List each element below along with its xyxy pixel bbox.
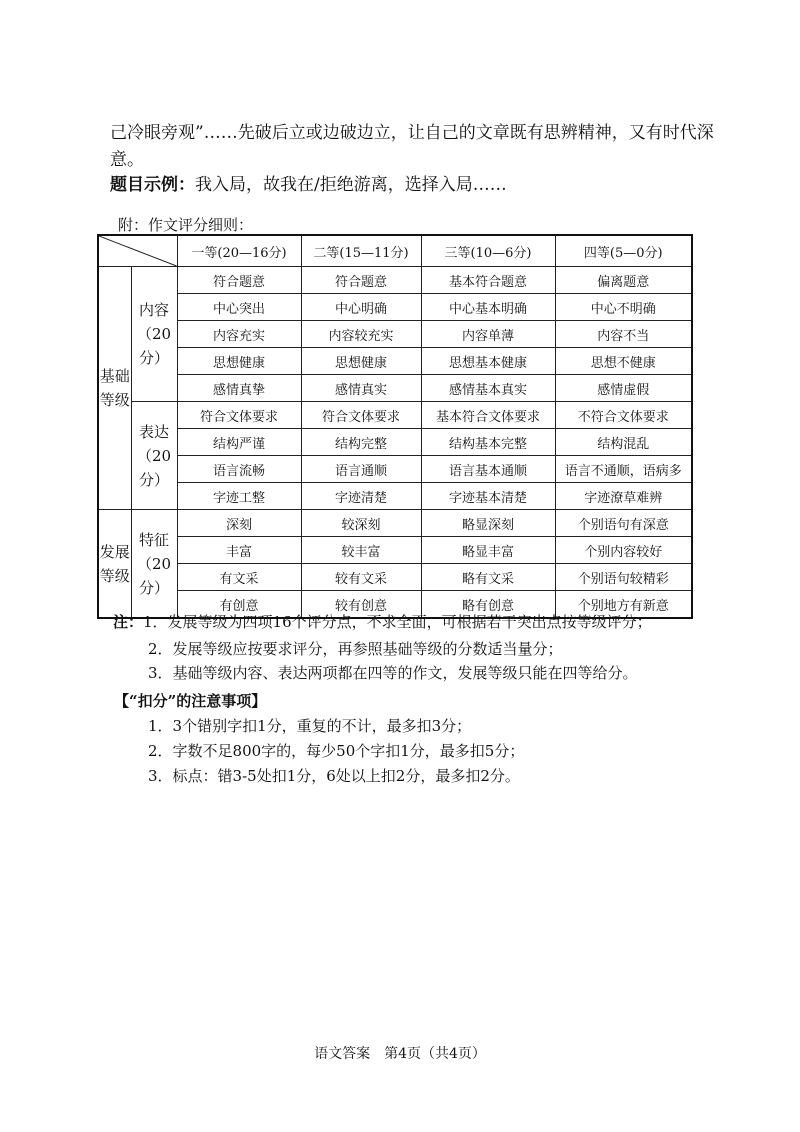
table-cell: 较丰富: [301, 537, 421, 564]
table-cell: 丰富: [177, 537, 301, 564]
table-cell: 较有创意: [301, 591, 421, 619]
table-row: [98, 537, 692, 564]
attachment-title: 附：作文评分细则：: [118, 216, 254, 234]
table-row: [98, 267, 692, 294]
subcategory-features-label: 特征（20分）: [131, 510, 177, 619]
table-cell: 结构基本完整: [421, 429, 555, 456]
table-cell: 内容单薄: [421, 321, 555, 348]
table-row: [98, 402, 692, 429]
deduction-1: 1．3个错别字扣1分，重复的不计，最多扣3分；: [148, 717, 472, 735]
table-header-row: [98, 235, 692, 267]
deduction-3: 3．标点：错3-5处扣1分，6处以上扣2分，最多扣2分。: [148, 767, 520, 785]
table-corner-cell: [98, 235, 177, 267]
topic-example-text: 我入局，故我在/拒绝游离，选择入局……: [195, 175, 507, 195]
table-cell: 个别内容较好: [555, 537, 692, 564]
table-cell: 中心明确: [301, 294, 421, 321]
table-cell: 语言通顺: [301, 456, 421, 483]
table-row: [98, 294, 692, 321]
table-cell: 符合文体要求: [177, 402, 301, 429]
note-1-text: 1．发展等级为四项16个评分点，不求全面，可根据若干突出点按等级评分；: [143, 613, 652, 631]
table-cell: 感情真挚: [177, 375, 301, 402]
table-cell: 内容不当: [555, 321, 692, 348]
header-grade-2: 二等(15—11分): [301, 235, 421, 267]
table-cell: 符合题意: [301, 267, 421, 294]
table-cell: 不符合文体要求: [555, 402, 692, 429]
topic-example-label: 题目示例：: [110, 175, 195, 195]
deduction-title: 【“扣分”的注意事项】: [114, 692, 267, 710]
group-development-label: 发展等级: [98, 510, 131, 619]
diagonal-line: [99, 236, 177, 266]
topic-example: [110, 173, 507, 197]
table-cell: 有创意: [177, 591, 301, 619]
grading-table: [97, 234, 693, 619]
deduction-2: 2．字数不足800字的，每少50个字扣1分，最多扣5分；: [148, 742, 525, 760]
subcategory-content-label: 内容（20分）: [131, 267, 177, 402]
table-row: [98, 510, 692, 537]
table-cell: 内容较充实: [301, 321, 421, 348]
table-row: [98, 429, 692, 456]
table-row: [98, 348, 692, 375]
table-row: [98, 375, 692, 402]
table-cell: 结构完整: [301, 429, 421, 456]
subcategory-expression-label: 表达（20分）: [131, 402, 177, 510]
table-cell: 思想不健康: [555, 348, 692, 375]
note-1: [113, 611, 652, 633]
table-cell: 深刻: [177, 510, 301, 537]
table-cell: 内容充实: [177, 321, 301, 348]
table-cell: 字迹潦草难辨: [555, 483, 692, 510]
table-cell: 字迹工整: [177, 483, 301, 510]
table-row: [98, 321, 692, 348]
table-cell: 个别地方有新意: [555, 591, 692, 619]
table-row: [98, 564, 692, 591]
intro-line-1: 己冷眼旁观”……先破后立或边破边立，让自己的文章既有思辨精神，又有时代深: [110, 123, 714, 143]
note-2: 2．发展等级应按要求评分，再参照基础等级的分数适当量分；: [148, 640, 563, 658]
table-cell: 个别语句有深意: [555, 510, 692, 537]
table-cell: 较深刻: [301, 510, 421, 537]
table-cell: 略显深刻: [421, 510, 555, 537]
table-row: [98, 456, 692, 483]
table-cell: 基本符合文体要求: [421, 402, 555, 429]
table-cell: 字迹基本清楚: [421, 483, 555, 510]
header-grade-1: 一等(20—16分): [177, 235, 301, 267]
table-cell: 语言基本通顺: [421, 456, 555, 483]
table-cell: 语言流畅: [177, 456, 301, 483]
notes-label: 注：: [113, 613, 144, 631]
table-cell: 略显丰富: [421, 537, 555, 564]
table-cell: 思想基本健康: [421, 348, 555, 375]
table-cell: 中心基本明确: [421, 294, 555, 321]
table-cell: 偏离题意: [555, 267, 692, 294]
header-grade-4: 四等(5—0分): [555, 235, 692, 267]
table-cell: 个别语句较精彩: [555, 564, 692, 591]
table-cell: 感情真实: [301, 375, 421, 402]
intro-line-2: 意。: [110, 150, 144, 170]
table-cell: 感情虚假: [555, 375, 692, 402]
table-cell: 语言不通顺，语病多: [555, 456, 692, 483]
table-cell: 结构严谨: [177, 429, 301, 456]
table-cell: 结构混乱: [555, 429, 692, 456]
table-cell: 中心不明确: [555, 294, 692, 321]
header-grade-3: 三等(10—6分): [421, 235, 555, 267]
table-cell: 感情基本真实: [421, 375, 555, 402]
table-cell: 较有文采: [301, 564, 421, 591]
table-cell: 字迹清楚: [301, 483, 421, 510]
table-row: [98, 483, 692, 510]
table-cell: 有文采: [177, 564, 301, 591]
group-basic-label: 基础等级: [98, 267, 131, 510]
page-footer: 语文答案 第4页（共4页）: [314, 1046, 486, 1062]
table-cell: 符合文体要求: [301, 402, 421, 429]
table-cell: 中心突出: [177, 294, 301, 321]
table-cell: 思想健康: [301, 348, 421, 375]
note-3: 3．基础等级内容、表达两项都在四等的作文，发展等级只能在四等给分。: [148, 664, 638, 682]
table-cell: 符合题意: [177, 267, 301, 294]
table-cell: 基本符合题意: [421, 267, 555, 294]
table-cell: 略有创意: [421, 591, 555, 619]
table-cell: 思想健康: [177, 348, 301, 375]
table-cell: 略有文采: [421, 564, 555, 591]
